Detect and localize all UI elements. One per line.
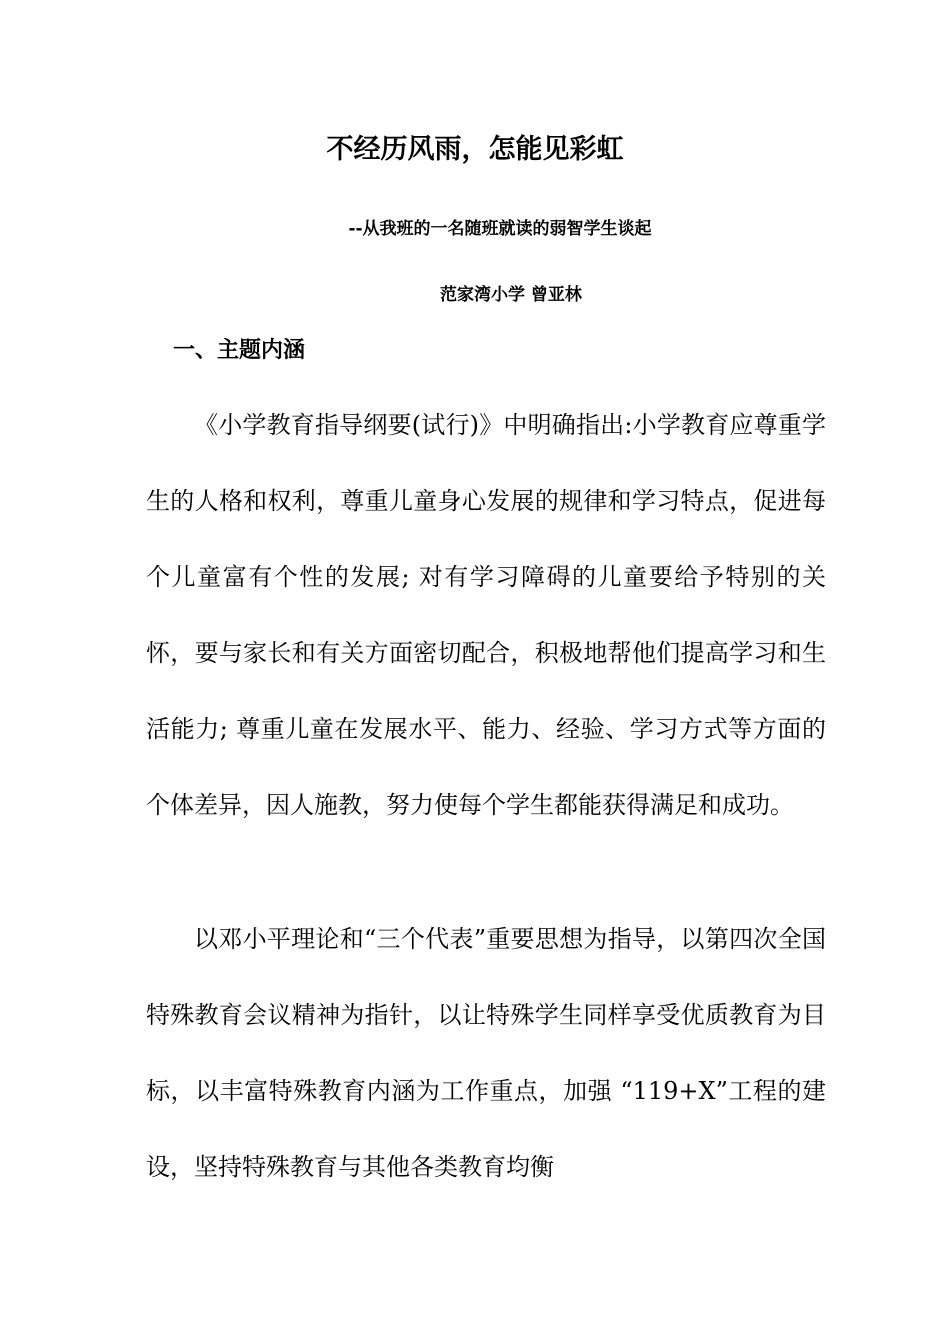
- body-paragraph-2: [146, 901, 826, 1205]
- body-paragraph-1: [146, 387, 826, 843]
- document-subtitle: --从我班的一名随班就读的弱智学生谈起: [348, 219, 652, 239]
- paragraph-text: 《小学教育指导纲要(试行)》中明确指出:小学教育应尊重学生的人格和权利，尊重儿童身心发展的规律和学习特点，促进每个儿童富有个性的发展; 对有学习障碍的儿童要给予特别的关怀，要与家长和有关方面密切配合，积极地帮他们提高学习和生活能力; 尊重儿童在发展水平、能力、经验、学习方式等方面的个体差异，因人施教，努力使每个学生都能获得满足和成功。: [146, 411, 826, 819]
- section-heading: 一、主题内涵: [173, 338, 306, 363]
- document-author: 范家湾小学 曾亚林: [440, 285, 582, 305]
- document-title: 不经历风雨，怎能见彩虹: [326, 134, 624, 165]
- paragraph-text: 以邓小平理论和“三个代表”重要思想为指导，以第四次全国特殊教育会议精神为指针，以让特殊学生同样享受优质教育为目标，以丰富特殊教育内涵为工作重点，加强 “119+X”工程的建设，坚持特殊教育与其他各类教育均衡: [146, 925, 826, 1181]
